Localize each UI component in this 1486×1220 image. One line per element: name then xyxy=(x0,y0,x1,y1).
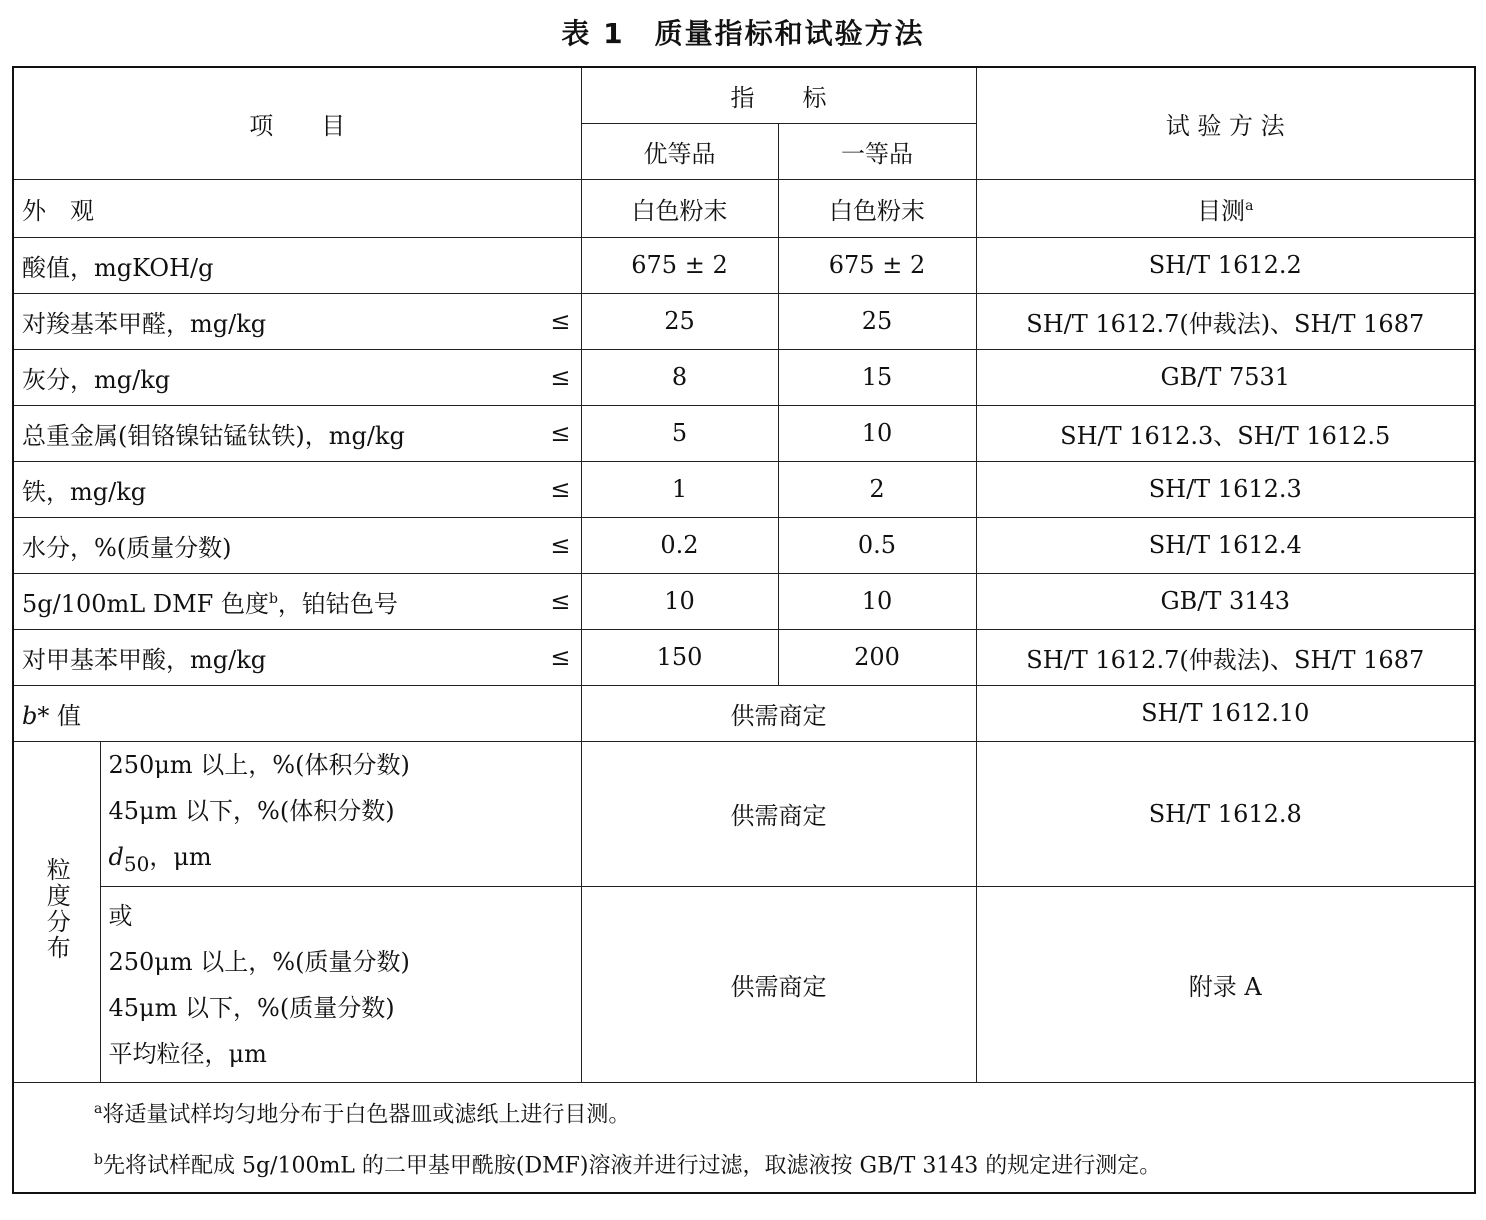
particle-group-label: 粒度分布 xyxy=(42,856,71,961)
method-cell: SH/T 1612.3 xyxy=(976,461,1475,517)
le-symbol: ≤ xyxy=(550,307,571,335)
first-grade-value: 15 xyxy=(778,349,976,405)
le-symbol: ≤ xyxy=(550,419,571,447)
bstar-text: * 值 xyxy=(37,701,82,730)
table-row xyxy=(13,573,1475,629)
negotiated-value: 供需商定 xyxy=(581,741,976,887)
particle-group-label-cell xyxy=(13,741,100,1083)
table-row-bstar xyxy=(13,685,1475,741)
item-text: 灰分，mg/kg xyxy=(22,365,171,394)
item-cell xyxy=(13,629,581,685)
footnote-mark-b: b xyxy=(268,590,278,607)
table-row xyxy=(13,237,1475,293)
particle-items-volume xyxy=(100,741,581,887)
method-cell: 附录 A xyxy=(976,887,1475,1083)
first-grade-value: 0.5 xyxy=(778,517,976,573)
particle-line: 45μm 以下，%(质量分数) xyxy=(108,993,395,1022)
le-symbol: ≤ xyxy=(550,587,571,615)
premium-value: 8 xyxy=(581,349,778,405)
item-cell xyxy=(13,573,581,629)
particle-line: 250μm 以上，%(体积分数) xyxy=(108,750,410,779)
item-text: 铁，mg/kg xyxy=(22,477,147,506)
method-text: 目测 xyxy=(1197,196,1246,225)
footnote-a-text: 将适量试样均匀地分布于白色器皿或滤纸上进行目测。 xyxy=(102,1102,631,1128)
premium-value: 1 xyxy=(581,461,778,517)
particle-row-mass xyxy=(13,887,1475,1083)
le-symbol: ≤ xyxy=(550,363,571,391)
method-cell: SH/T 1612.2 xyxy=(976,237,1475,293)
header-first-grade: 一等品 xyxy=(778,123,976,179)
item-cell xyxy=(13,405,581,461)
table-row xyxy=(13,349,1475,405)
first-grade-value: 10 xyxy=(778,405,976,461)
item-cell: 酸值，mgKOH/g xyxy=(13,237,581,293)
item-text-pre: 5g/100mL DMF 色度 xyxy=(22,589,269,618)
item-text: 总重金属(钼铬镍钴锰钛铁)，mg/kg xyxy=(22,421,405,450)
method-cell: GB/T 7531 xyxy=(976,349,1475,405)
header-premium: 优等品 xyxy=(581,123,778,179)
table-row xyxy=(13,461,1475,517)
method-cell: SH/T 1612.7(仲裁法)、SH/T 1687 xyxy=(976,629,1475,685)
premium-value: 白色粉末 xyxy=(581,179,778,237)
table-row xyxy=(13,629,1475,685)
item-text: 对甲基苯甲酸，mg/kg xyxy=(22,645,267,674)
le-symbol: ≤ xyxy=(550,475,571,503)
particle-line: 平均粒径，μm xyxy=(108,1039,267,1068)
header-method: 试 验 方 法 xyxy=(976,67,1475,179)
footnote-mark-a: a xyxy=(1245,197,1254,214)
premium-value: 10 xyxy=(581,573,778,629)
footnote-a-mark: a xyxy=(94,1101,103,1118)
bstar-symbol: b xyxy=(22,701,38,730)
header-item: 项 目 xyxy=(13,67,581,179)
item-cell xyxy=(13,461,581,517)
header-row-1 xyxy=(13,67,1475,123)
particle-line: 250μm 以上，%(质量分数) xyxy=(108,947,410,976)
first-grade-value: 白色粉末 xyxy=(778,179,976,237)
d-unit: ，μm xyxy=(149,842,212,871)
item-text-post: ，铂钴色号 xyxy=(277,589,398,618)
premium-value: 675 ± 2 xyxy=(581,237,778,293)
item-cell: 外 观 xyxy=(13,179,581,237)
method-cell: SH/T 1612.4 xyxy=(976,517,1475,573)
first-grade-value: 25 xyxy=(778,293,976,349)
particle-line: 45μm 以下，%(体积分数) xyxy=(108,796,395,825)
footnote-a xyxy=(22,1087,1466,1137)
particle-line: 或 xyxy=(108,901,133,930)
first-grade-value: 10 xyxy=(778,573,976,629)
item-cell xyxy=(13,349,581,405)
d-symbol: d xyxy=(108,842,124,871)
method-cell: SH/T 1612.7(仲裁法)、SH/T 1687 xyxy=(976,293,1475,349)
method-cell xyxy=(976,179,1475,237)
premium-value: 0.2 xyxy=(581,517,778,573)
premium-value: 25 xyxy=(581,293,778,349)
method-cell: SH/T 1612.10 xyxy=(976,685,1475,741)
method-cell: GB/T 3143 xyxy=(976,573,1475,629)
item-cell xyxy=(13,293,581,349)
header-index: 指 标 xyxy=(581,67,976,123)
particle-items-mass xyxy=(100,887,581,1083)
table-row xyxy=(13,517,1475,573)
table-row xyxy=(13,179,1475,237)
d-subscript: 50 xyxy=(123,851,150,876)
negotiated-value: 供需商定 xyxy=(581,685,976,741)
footnotes xyxy=(13,1083,1475,1193)
table-title: 表 1 质量指标和试验方法 xyxy=(561,17,925,50)
particle-line xyxy=(109,834,573,887)
method-cell: SH/T 1612.3、SH/T 1612.5 xyxy=(976,405,1475,461)
item-text: 对羧基苯甲醛，mg/kg xyxy=(22,309,267,338)
footnote-b-text: 先将试样配成 5g/100mL 的二甲基甲酰胺(DMF)溶液并进行过滤，取滤液按 GB/T 3143 的规定进行测定。 xyxy=(102,1153,1162,1178)
item-cell xyxy=(13,685,581,741)
first-grade-value: 2 xyxy=(778,461,976,517)
notes-row xyxy=(13,1083,1475,1193)
premium-value: 150 xyxy=(581,629,778,685)
footnote-b xyxy=(22,1138,1466,1188)
first-grade-value: 675 ± 2 xyxy=(778,237,976,293)
first-grade-value: 200 xyxy=(778,629,976,685)
method-cell: SH/T 1612.8 xyxy=(976,741,1475,887)
le-symbol: ≤ xyxy=(550,643,571,671)
footnote-b-mark: b xyxy=(94,1151,103,1168)
premium-value: 5 xyxy=(581,405,778,461)
item-cell xyxy=(13,517,581,573)
table-row xyxy=(13,293,1475,349)
table-row xyxy=(13,405,1475,461)
quality-spec-table xyxy=(12,66,1476,1194)
le-symbol: ≤ xyxy=(550,531,571,559)
negotiated-value: 供需商定 xyxy=(581,887,976,1083)
particle-row-volume xyxy=(13,741,1475,887)
item-text: 水分，%(质量分数) xyxy=(22,533,232,562)
